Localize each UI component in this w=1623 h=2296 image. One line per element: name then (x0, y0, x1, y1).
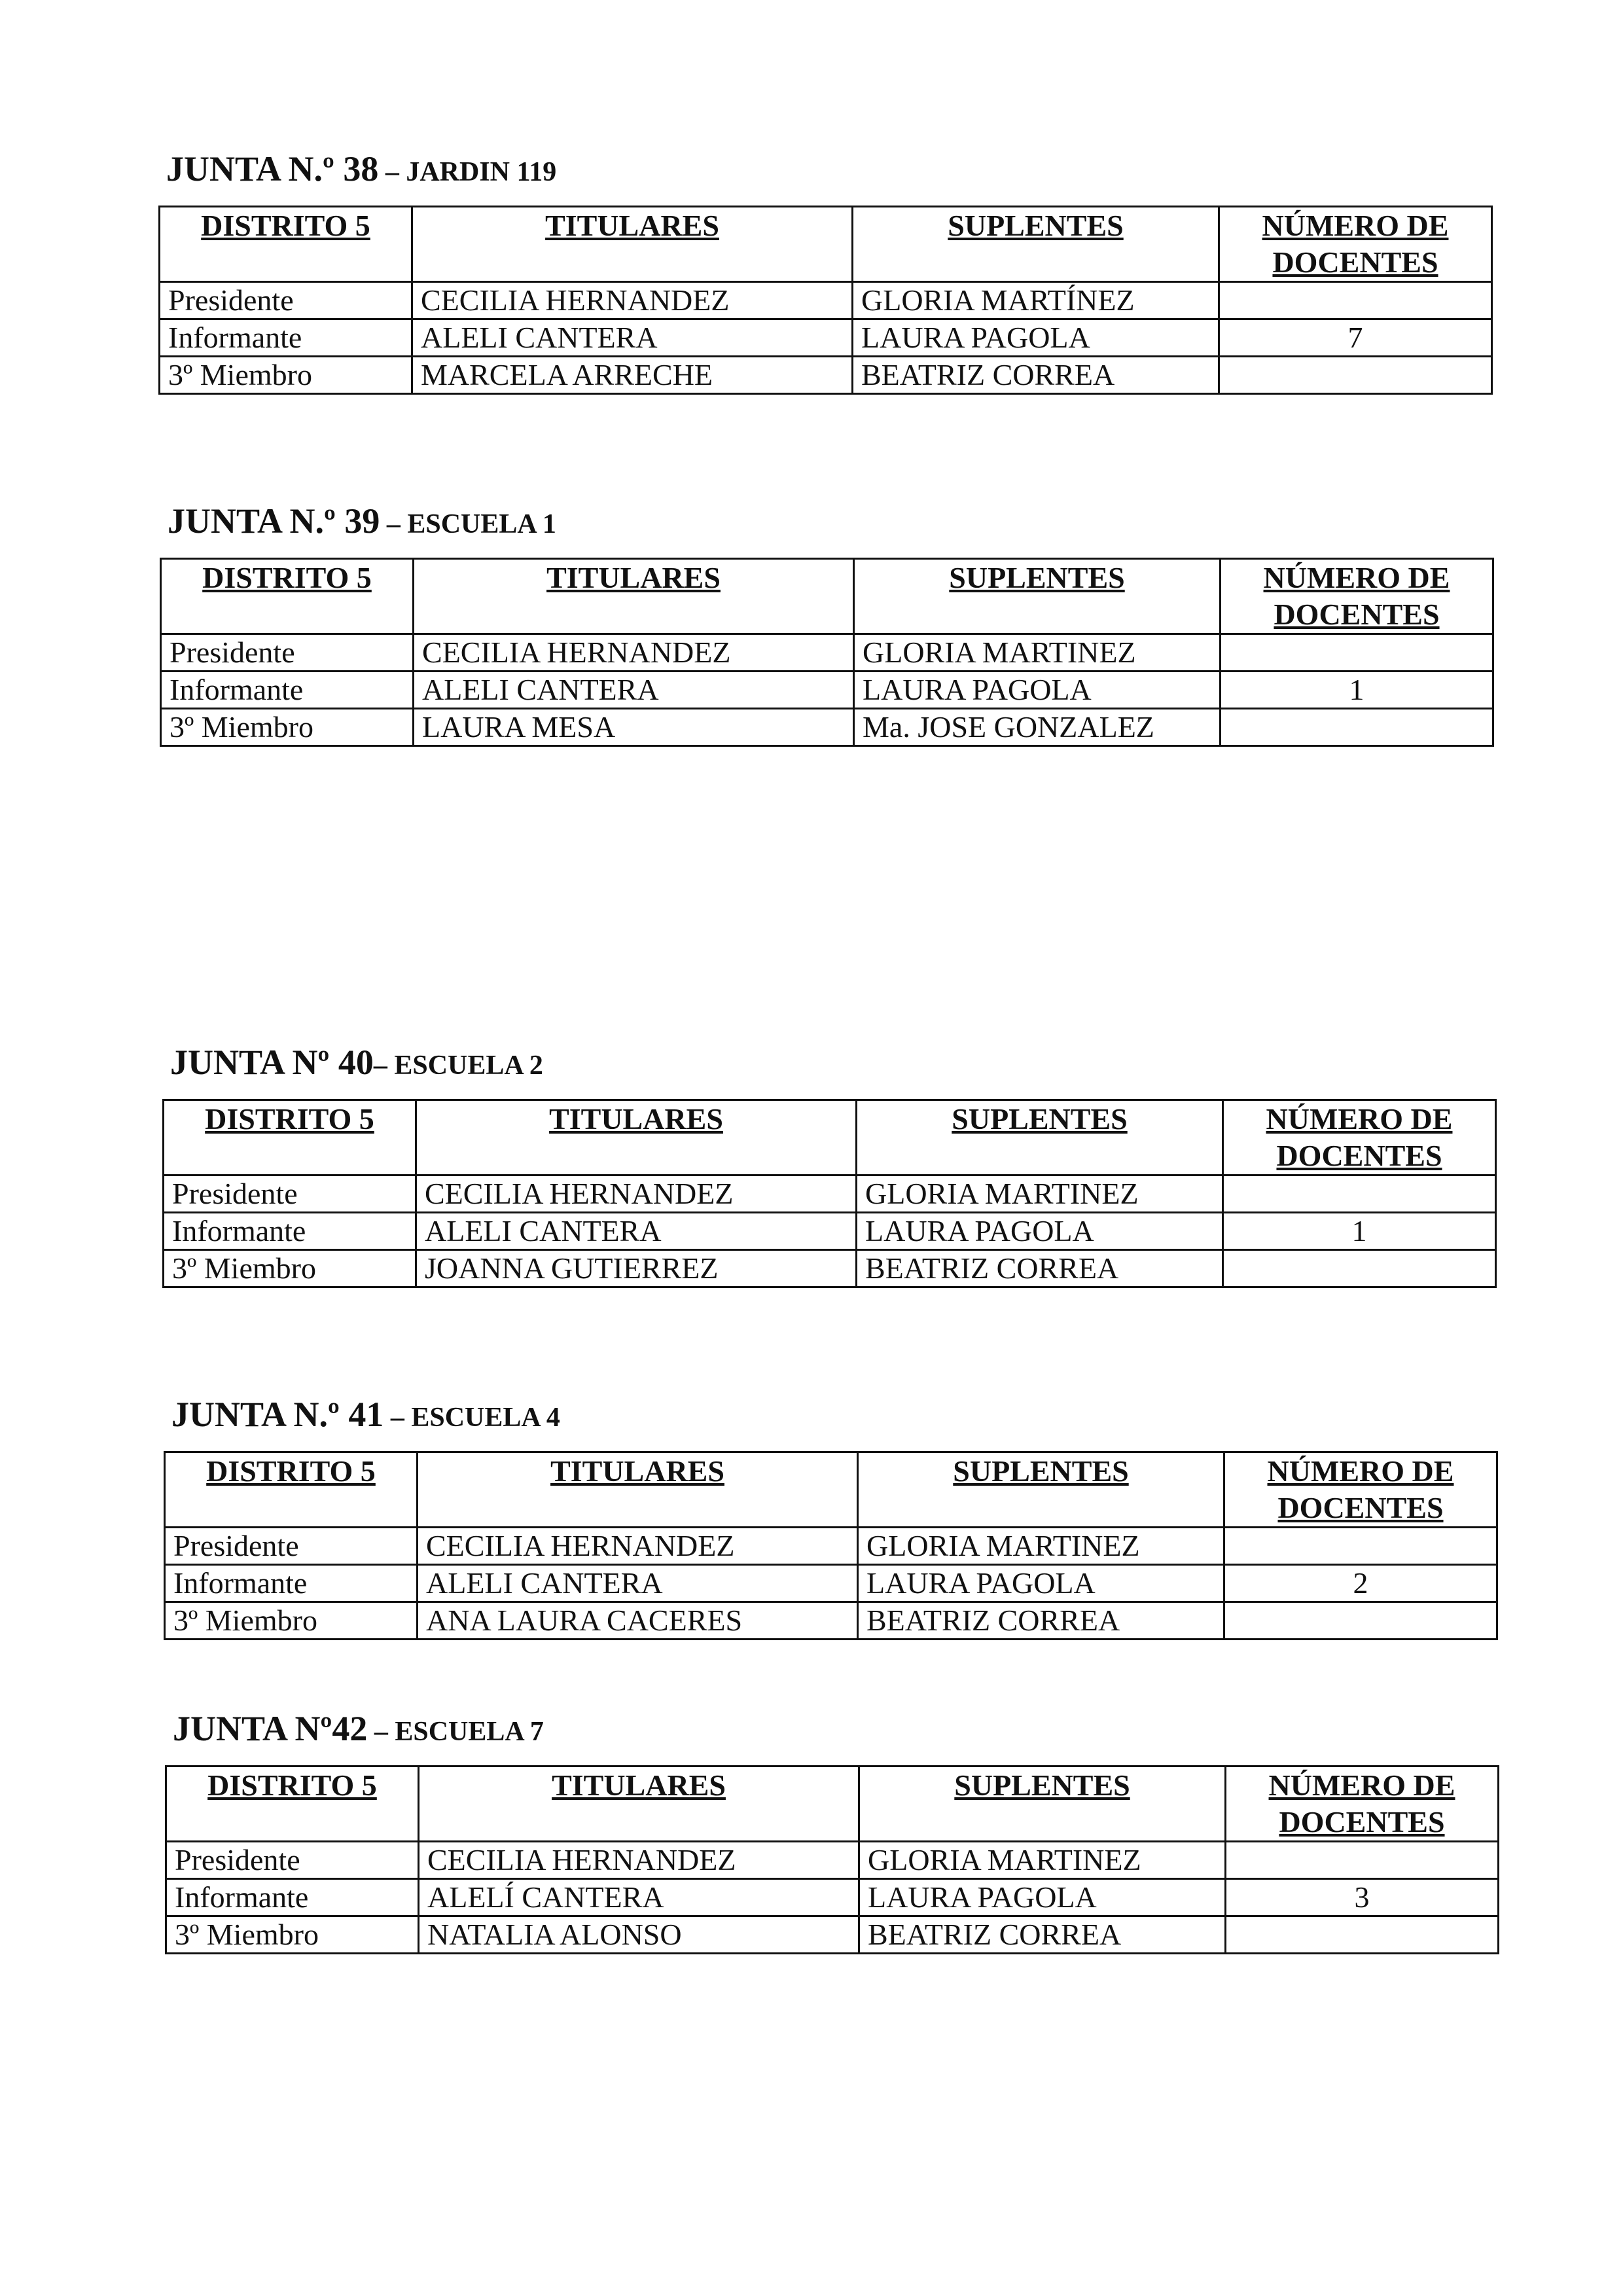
header-numero-docentes: NÚMERO DE DOCENTES (1223, 1100, 1496, 1175)
role-cell: Informante (160, 319, 412, 357)
numero-cell (1226, 1842, 1499, 1879)
header-suplentes: SUPLENTES (857, 1100, 1223, 1175)
numero-cell: 3 (1226, 1879, 1499, 1916)
titular-cell: ALELI CANTERA (414, 672, 854, 709)
numero-cell (1224, 1602, 1497, 1640)
table-row (166, 1916, 1499, 1954)
table-row (164, 1175, 1496, 1213)
junta-school: – JARDIN 119 (378, 157, 557, 187)
junta-title (166, 149, 1491, 188)
table-row (164, 1213, 1496, 1250)
role-cell: 3º Miembro (160, 357, 412, 394)
table-header-row (160, 207, 1492, 282)
numero-cell: 1 (1221, 672, 1493, 709)
header-titulares: TITULARES (414, 559, 854, 634)
header-suplentes: SUPLENTES (853, 207, 1219, 282)
table-header-row (166, 1767, 1499, 1842)
numero-cell: 2 (1224, 1565, 1497, 1602)
role-cell: 3º Miembro (164, 1250, 416, 1287)
header-titulares: TITULARES (419, 1767, 859, 1842)
suplente-cell: LAURA PAGOLA (857, 1213, 1223, 1250)
junta-number: JUNTA N.º 41 (171, 1395, 384, 1434)
junta-title (171, 1395, 1496, 1434)
titular-cell: ALELI CANTERA (412, 319, 853, 357)
table-row (161, 672, 1493, 709)
header-numero-docentes: NÚMERO DE DOCENTES (1224, 1452, 1497, 1528)
numero-cell (1219, 357, 1492, 394)
titular-cell: NATALIA ALONSO (419, 1916, 859, 1954)
junta-table (164, 1451, 1498, 1640)
suplente-cell: LAURA PAGOLA (854, 672, 1221, 709)
suplente-cell: LAURA PAGOLA (858, 1565, 1224, 1602)
junta-table (162, 1099, 1497, 1288)
junta-section (160, 501, 1492, 747)
junta-section (164, 1395, 1496, 1640)
suplente-cell: BEATRIZ CORREA (853, 357, 1219, 394)
header-numero-docentes: NÚMERO DE DOCENTES (1219, 207, 1492, 282)
suplente-cell: LAURA PAGOLA (859, 1879, 1226, 1916)
numero-cell: 7 (1219, 319, 1492, 357)
suplente-cell: BEATRIZ CORREA (858, 1602, 1224, 1640)
numero-cell (1221, 709, 1493, 746)
junta-title (173, 1709, 1497, 1748)
role-cell: 3º Miembro (161, 709, 414, 746)
titular-cell: LAURA MESA (414, 709, 854, 746)
header-titulares: TITULARES (412, 207, 853, 282)
table-header-row (164, 1100, 1496, 1175)
table-row (165, 1602, 1497, 1640)
numero-cell (1221, 634, 1493, 672)
junta-section (165, 1709, 1497, 1954)
junta-title (168, 501, 1492, 541)
role-cell: Presidente (160, 282, 412, 319)
junta-title (170, 1043, 1495, 1082)
numero-cell: 1 (1223, 1213, 1496, 1250)
numero-cell (1223, 1250, 1496, 1287)
suplente-cell: BEATRIZ CORREA (857, 1250, 1223, 1287)
header-distrito: DISTRITO 5 (164, 1100, 416, 1175)
role-cell: Informante (161, 672, 414, 709)
table-row (161, 634, 1493, 672)
table-header-row (161, 559, 1493, 634)
header-suplentes: SUPLENTES (854, 559, 1221, 634)
suplente-cell: GLORIA MARTINEZ (859, 1842, 1226, 1879)
table-row (161, 709, 1493, 746)
header-distrito: DISTRITO 5 (165, 1452, 418, 1528)
junta-number: JUNTA N.º 38 (166, 149, 379, 188)
junta-number: JUNTA Nº 40 (170, 1043, 374, 1082)
titular-cell: ALELI CANTERA (418, 1565, 858, 1602)
titular-cell: JOANNA GUTIERREZ (416, 1250, 857, 1287)
titular-cell: CECILIA HERNANDEZ (418, 1528, 858, 1565)
table-row (165, 1528, 1497, 1565)
table-header-row (165, 1452, 1497, 1528)
suplente-cell: BEATRIZ CORREA (859, 1916, 1226, 1954)
header-distrito: DISTRITO 5 (166, 1767, 419, 1842)
role-cell: Informante (165, 1565, 418, 1602)
suplente-cell: Ma. JOSE GONZALEZ (854, 709, 1221, 746)
header-numero-docentes: NÚMERO DE DOCENTES (1226, 1767, 1499, 1842)
role-cell: 3º Miembro (165, 1602, 418, 1640)
junta-table (158, 206, 1493, 395)
titular-cell: ANA LAURA CACERES (418, 1602, 858, 1640)
titular-cell: MARCELA ARRECHE (412, 357, 853, 394)
junta-table (165, 1765, 1499, 1954)
table-row (160, 357, 1492, 394)
table-row (164, 1250, 1496, 1287)
titular-cell: ALELÍ CANTERA (419, 1879, 859, 1916)
junta-school: – ESCUELA 1 (380, 509, 556, 539)
suplente-cell: GLORIA MARTINEZ (854, 634, 1221, 672)
junta-section (158, 149, 1491, 395)
suplente-cell: GLORIA MARTÍNEZ (853, 282, 1219, 319)
table-row (166, 1842, 1499, 1879)
table-row (165, 1565, 1497, 1602)
role-cell: 3º Miembro (166, 1916, 419, 1954)
role-cell: Presidente (165, 1528, 418, 1565)
role-cell: Presidente (164, 1175, 416, 1213)
header-titulares: TITULARES (416, 1100, 857, 1175)
junta-school: – ESCUELA 4 (383, 1403, 560, 1433)
role-cell: Presidente (161, 634, 414, 672)
header-distrito: DISTRITO 5 (160, 207, 412, 282)
junta-school: – ESCUELA 7 (367, 1717, 544, 1747)
numero-cell (1226, 1916, 1499, 1954)
numero-cell (1224, 1528, 1497, 1565)
numero-cell (1219, 282, 1492, 319)
header-suplentes: SUPLENTES (859, 1767, 1226, 1842)
header-titulares: TITULARES (418, 1452, 858, 1528)
header-numero-docentes: NÚMERO DE DOCENTES (1221, 559, 1493, 634)
junta-school: – ESCUELA 2 (373, 1050, 543, 1081)
role-cell: Presidente (166, 1842, 419, 1879)
titular-cell: ALELI CANTERA (416, 1213, 857, 1250)
numero-cell (1223, 1175, 1496, 1213)
table-row (166, 1879, 1499, 1916)
junta-number: JUNTA N.º 39 (168, 501, 380, 541)
table-row (160, 319, 1492, 357)
titular-cell: CECILIA HERNANDEZ (419, 1842, 859, 1879)
junta-section (162, 1043, 1495, 1288)
role-cell: Informante (164, 1213, 416, 1250)
titular-cell: CECILIA HERNANDEZ (416, 1175, 857, 1213)
titular-cell: CECILIA HERNANDEZ (414, 634, 854, 672)
titular-cell: CECILIA HERNANDEZ (412, 282, 853, 319)
header-distrito: DISTRITO 5 (161, 559, 414, 634)
junta-number: JUNTA Nº42 (173, 1709, 368, 1748)
suplente-cell: GLORIA MARTINEZ (858, 1528, 1224, 1565)
role-cell: Informante (166, 1879, 419, 1916)
suplente-cell: GLORIA MARTINEZ (857, 1175, 1223, 1213)
suplente-cell: LAURA PAGOLA (853, 319, 1219, 357)
table-row (160, 282, 1492, 319)
junta-table (160, 558, 1494, 747)
header-suplentes: SUPLENTES (858, 1452, 1224, 1528)
